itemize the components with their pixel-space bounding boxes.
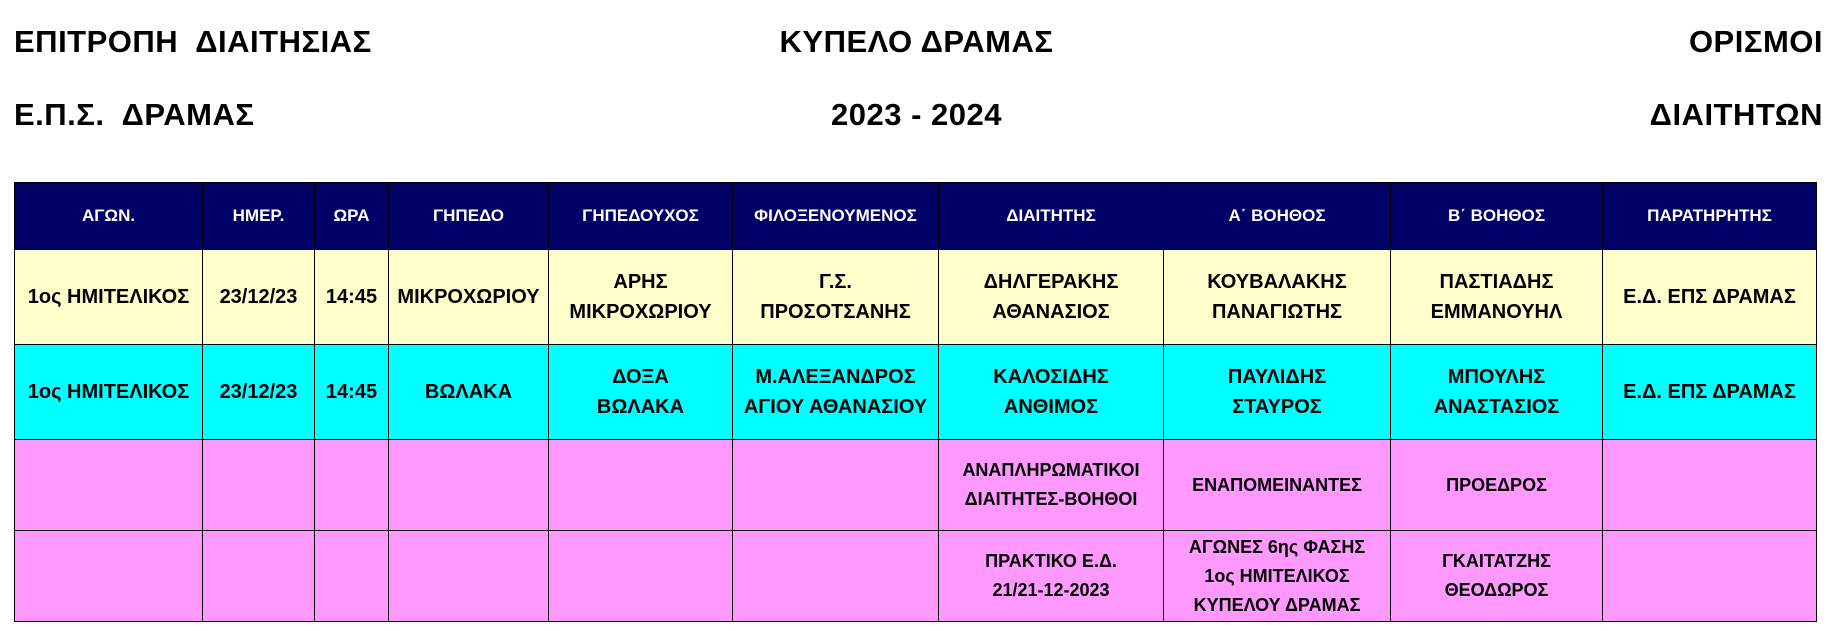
empty-cell [15,440,203,531]
empty-cell [1603,440,1817,531]
president-name: ΓΚΑΙΤΑΤΖΗΣ ΘΕΟΔΩΡΟΣ [1391,531,1603,622]
date-cell: 23/12/23 [203,345,315,440]
referee-cell: ΚΑΛΟΣΙΔΗΣ ΑΝΘΙΜΟΣ [939,345,1164,440]
cup-title: ΚΥΠΕΛΟ ΔΡΑΜΑΣ [779,24,1054,59]
empty-cell [315,440,389,531]
match-cell: 1ος ΗΜΙΤΕΛΙΚΟΣ [15,250,203,345]
notes-row [15,531,1817,622]
away-team-cell: Γ.Σ. ΠΡΟΣΟΤΣΑΝΗΣ [733,250,939,345]
col-header-observer: ΠΑΡΑΤΗΡΗΤΗΣ [1603,183,1817,250]
stadium-cell: ΒΩΛΑΚΑ [389,345,549,440]
time-cell: 14:45 [315,345,389,440]
committee-title: ΕΠΙΤΡΟΠΗ ΔΙΑΙΤΗΣΙΑΣ [14,24,372,59]
table-header-row [15,183,1817,250]
minutes-reference-note: ΠΡΑΚΤΙΚΟ Ε.Δ. 21/21-12-2023 [939,531,1164,622]
date-cell: 23/12/23 [203,250,315,345]
stadium-cell: ΜΙΚΡΟΧΩΡΙΟΥ [389,250,549,345]
assignments-title-line2: ΔΙΑΙΤΗΤΩΝ [1649,97,1823,132]
empty-cell [389,531,549,622]
empty-cell [1603,531,1817,622]
president-label: ΠΡΟΕΔΡΟΣ [1391,440,1603,531]
col-header-referee: ΔΙΑΙΤΗΤΗΣ [939,183,1164,250]
col-header-assistant-b: Β΄ ΒΟΗΘΟΣ [1391,183,1603,250]
match-cell: 1ος ΗΜΙΤΕΛΙΚΟΣ [15,345,203,440]
time-cell: 14:45 [315,250,389,345]
col-header-home: ΓΗΠΕΔΟΥΧΟΣ [549,183,733,250]
notes-row [15,440,1817,531]
referee-assignments-table [14,182,1817,622]
home-team-cell: ΑΡΗΣ ΜΙΚΡΟΧΩΡΙΟΥ [549,250,733,345]
assistant-a-cell: ΠΑΥΛΙΔΗΣ ΣΤΑΥΡΟΣ [1164,345,1391,440]
assistant-b-cell: ΜΠΟΥΛΗΣ ΑΝΑΣΤΑΣΙΟΣ [1391,345,1603,440]
empty-cell [315,531,389,622]
col-header-away: ΦΙΛΟΞΕΝΟΥΜΕΝΟΣ [733,183,939,250]
col-header-time: ΩΡΑ [315,183,389,250]
season: 2023 - 2024 [831,97,1002,132]
observer-cell: Ε.Δ. ΕΠΣ ΔΡΑΜΑΣ [1603,250,1817,345]
empty-cell [15,531,203,622]
observer-cell: Ε.Δ. ΕΠΣ ΔΡΑΜΑΣ [1603,345,1817,440]
empty-cell [389,440,549,531]
referee-cell: ΔΗΛΓΕΡΑΚΗΣ ΑΘΑΝΑΣΙΟΣ [939,250,1164,345]
home-team-cell: ΔΟΞΑ ΒΩΛΑΚΑ [549,345,733,440]
remaining-note: ΕΝΑΠΟΜΕΙΝΑΝΤΕΣ [1164,440,1391,531]
assistant-b-cell: ΠΑΣΤΙΑΔΗΣ ΕΜΜΑΝΟΥΗΛ [1391,250,1603,345]
col-header-stadium: ΓΗΠΕΔΟ [389,183,549,250]
away-team-cell: Μ.ΑΛΕΞΑΝΔΡΟΣ ΑΓΙΟΥ ΑΘΑΝΑΣΙΟΥ [733,345,939,440]
substitute-referees-note: ΑΝΑΠΛΗΡΩΜΑΤΙΚΟΙ ΔΙΑΙΤΗΤΕΣ-ΒΟΗΘΟΙ [939,440,1164,531]
empty-cell [549,440,733,531]
federation-name: Ε.Π.Σ. ΔΡΑΜΑΣ [14,97,255,132]
empty-cell [203,440,315,531]
assistant-a-cell: ΚΟΥΒΑΛΑΚΗΣ ΠΑΝΑΓΙΩΤΗΣ [1164,250,1391,345]
col-header-assistant-a: Α΄ ΒΟΗΘΟΣ [1164,183,1391,250]
empty-cell [549,531,733,622]
empty-cell [203,531,315,622]
assignments-title-line1: ΟΡΙΣΜΟΙ [1688,24,1823,59]
col-header-match: ΑΓΩΝ. [15,183,203,250]
empty-cell [733,531,939,622]
table-row [15,345,1817,440]
col-header-date: ΗΜΕΡ. [203,183,315,250]
phase-matches-note: ΑΓΩΝΕΣ 6ης ΦΑΣΗΣ 1ος ΗΜΙΤΕΛΙΚΟΣ ΚΥΠΕΛΟΥ ΔΡΑΜΑΣ [1164,531,1391,622]
empty-cell [733,440,939,531]
table-row [15,250,1817,345]
